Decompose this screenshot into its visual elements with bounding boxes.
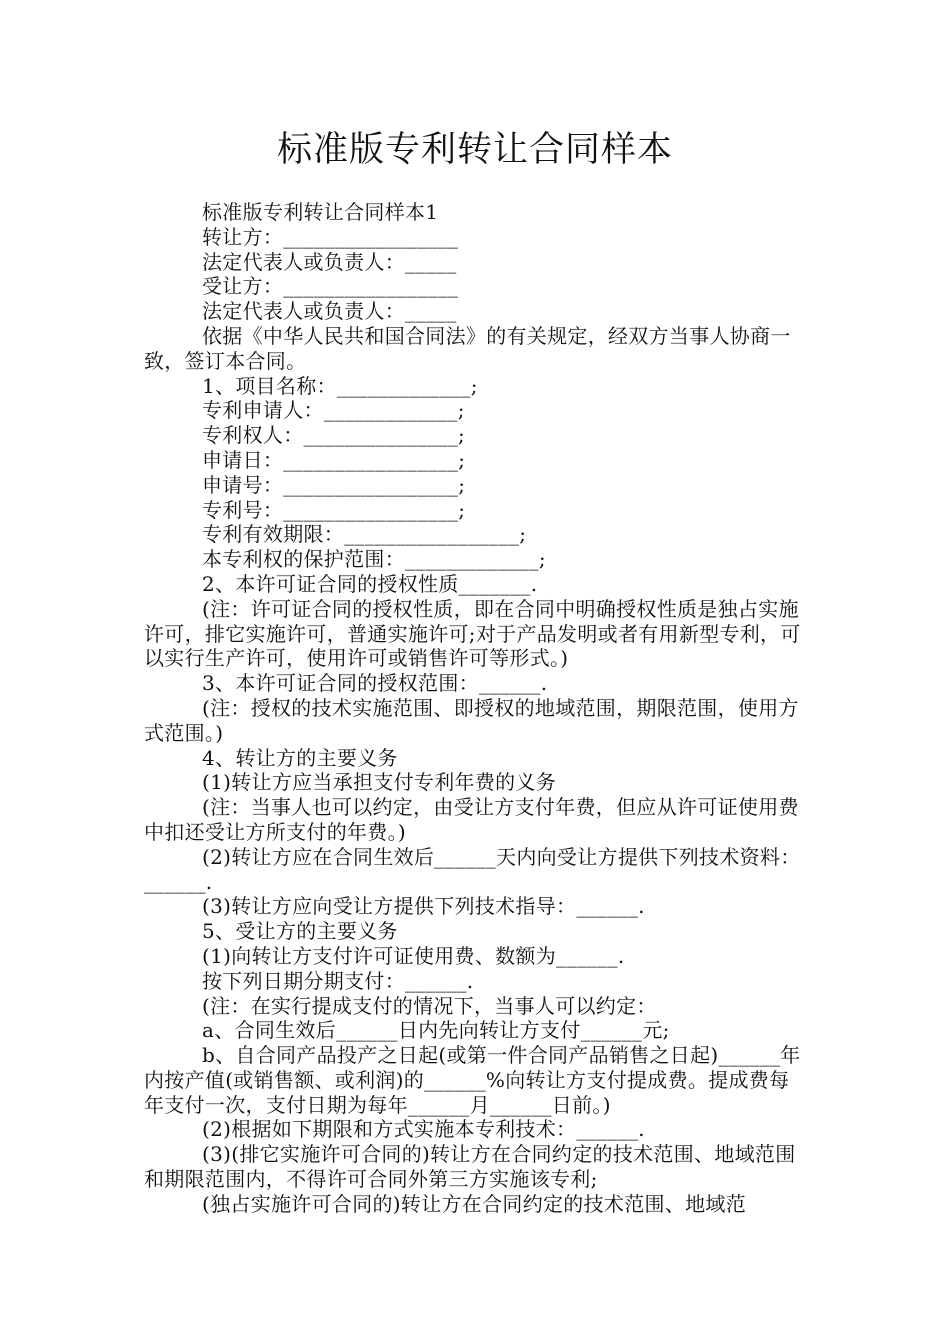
paragraph: (注：在实行提成支付的情况下，当事人可以约定： (202, 993, 657, 1018)
paragraph: 专利有效期限：_________________; (202, 522, 527, 547)
paragraph: (3)转让方应向受让方提供下列技术指导：______. (202, 894, 645, 919)
paragraph: (2)转让方应在合同生效后______天内向受让方提供下列技术资料：______. (144, 844, 801, 894)
paragraph: a、合同生效后______日内先向转让方支付______元; (202, 1018, 670, 1043)
paragraph: 本专利权的保护范围：_____________; (202, 547, 546, 572)
paragraph: (注：授权的技术实施范围、即授权的地域范围，期限范围，使用方式范围。) (144, 695, 799, 745)
paragraph: 按下列日期分期支付：______. (202, 968, 474, 993)
paragraph: 5、受让方的主要义务 (202, 919, 398, 944)
paragraph: (注：当事人也可以约定，由受让方支付年费，但应从许可证使用费中扣还受让方所支付的年费。) (144, 795, 799, 844)
paragraph: 4、转让方的主要义务 (202, 745, 398, 770)
paragraph: 受让方：_________________ (202, 274, 459, 299)
paragraph: 1、项目名称：_____________; (202, 373, 478, 398)
paragraph: 3、本许可证合同的授权范围：______. (202, 671, 548, 696)
paragraph: 申请日：_________________; (202, 447, 466, 472)
paragraph: (1)转让方应当承担支付专利年费的义务 (202, 770, 557, 795)
paragraph: 法定代表人或负责人：_____ (202, 249, 457, 274)
paragraph: 法定代表人或负责人：_____ (202, 299, 457, 324)
paragraph: (1)向转让方支付许可证使用费、数额为______. (202, 943, 625, 968)
paragraph: 2、本许可证合同的授权性质_______. (202, 571, 538, 596)
paragraph: (3)(排它实施许可合同的)转让方在合同约定的技术范围、地域范围和期限范围内，不得许可合同外第三方实施该专利; (144, 1142, 796, 1192)
paragraph: 依据《中华人民共和国合同法》的有关规定，经双方当事人协商一致，签订本合同。 (144, 323, 791, 373)
document-title: 标准版专利转让合同样本 (276, 130, 673, 170)
paragraph: (独占实施许可合同的)转让方在合同约定的技术范围、地域范 (202, 1191, 747, 1216)
paragraph: b、自合同产品投产之日起(或第一件合同产品销售之日起)______年内按产值(或销售额、或利润)的______%向转让方支付提成费。提成费每年支付一次，支付日期为每年______月______日前。) (144, 1043, 801, 1117)
paragraph: (注：许可证合同的授权性质，即在合同中明确授权性质是独占实施许可，排它实施许可，普通实施许可;对于产品发明或者有用新型专利，可以实行生产许可，使用许可或销售许可等形式。) (144, 596, 801, 671)
paragraph: 专利号：_________________; (202, 497, 466, 522)
paragraph: 专利申请人：_____________; (202, 398, 465, 423)
paragraph: 申请号：_________________; (202, 472, 466, 497)
paragraph: 标准版专利转让合同样本1 (202, 200, 439, 224)
document-body (144, 200, 809, 1217)
paragraph: (2)根据如下期限和方式实施本专利技术：______. (202, 1117, 645, 1142)
paragraph: 专利权人：_______________; (202, 423, 466, 448)
paragraph: 转让方：_________________ (202, 224, 459, 249)
